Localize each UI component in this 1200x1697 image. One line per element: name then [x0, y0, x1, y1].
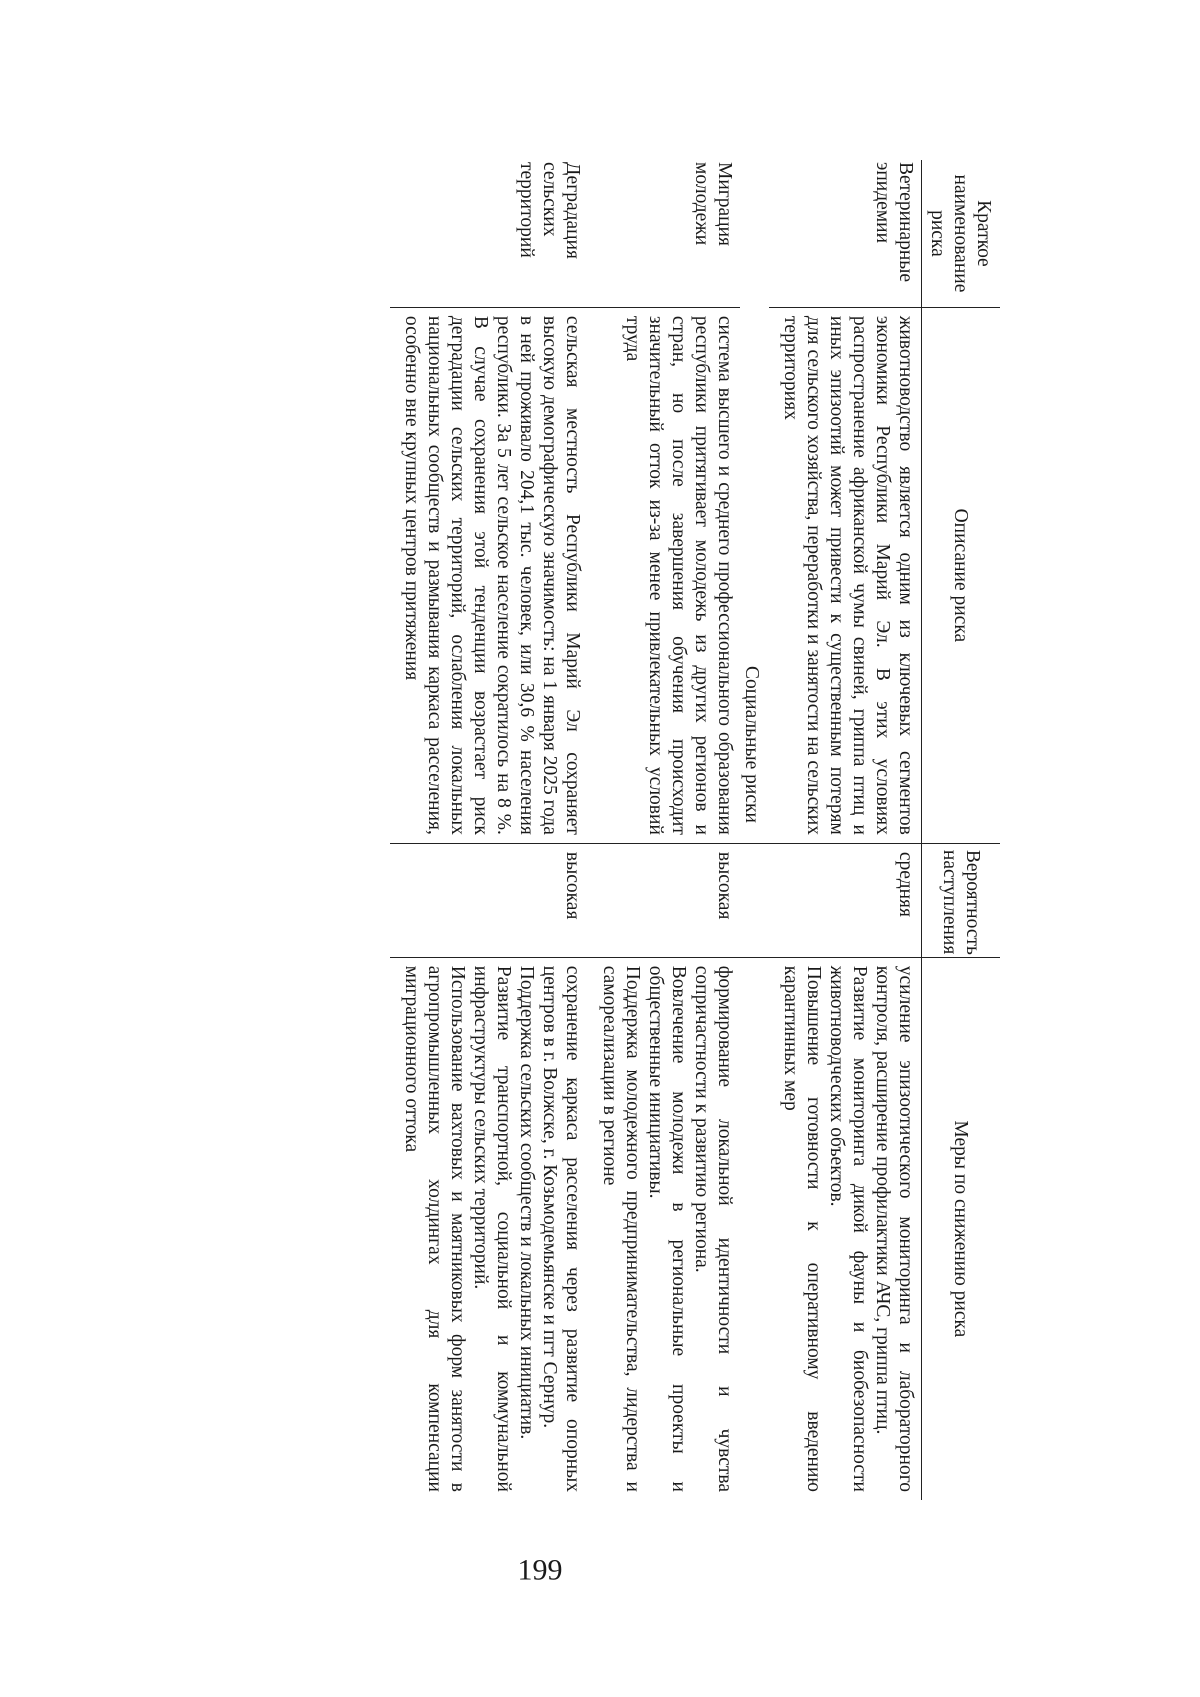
- mitigation-item: Использование вахтовых и маятниковых форм занятости в агропромышленных холдингах для компенсации миграционного оттока: [401, 965, 468, 1492]
- mitigation-item: сохранение каркаса расселения через развитие опорных центров в г. Волжске, г. Козьмодемьянске и пгт Сернур.: [539, 965, 583, 1492]
- header-risk-description: Описание риска: [922, 307, 1001, 843]
- page-number: [80, 1540, 1000, 1600]
- risk-mitigation: [769, 957, 922, 1500]
- risk-probability: высокая: [588, 843, 740, 957]
- table-row: [588, 160, 740, 1500]
- risk-mitigation: [588, 957, 740, 1500]
- mitigation-item: Развитие транспортной, социальной и коммунальной инфраструктуры сельских территорий.: [470, 965, 514, 1492]
- risk-name: Миграция молодежи: [691, 162, 735, 247]
- risk-name: Деградация сельских территорий: [516, 162, 583, 260]
- mitigation-item: Поддержка молодежного предпринимательства, лидерства и самореализации в регионе: [599, 965, 643, 1492]
- risk-name: Ветеринарные эпидемии: [872, 162, 916, 283]
- header-probability: Вероятность наступления: [922, 843, 1001, 957]
- header-mitigation: Меры по снижению риска: [922, 957, 1001, 1500]
- risk-description: сельская местность Республики Марий Эл сохраняет высокую демографическую значимость: на 1 января 2025 года в ней проживало 204,1 тыс. человек, или 30,6 % населения республики. За 5 лет сельское население сократилось на 8 %. В случае сохранения этой тенденции возрастает риск деградации сельских территорий, ослабления локальных национальных сообществ и размывания каркаса расселения, особенно вне крупных центров притяжения: [390, 307, 588, 843]
- header-risk-name: Краткое наименование риска: [922, 160, 1001, 307]
- mitigation-item: Развитие мониторинга дикой фауны и биобезопасности животноводческих объектов.: [826, 965, 870, 1492]
- risk-table: [390, 160, 1000, 1500]
- risk-description: система высшего и среднего профессионального образования республики притягивает молодежь из других регионов и стран, но после завершения обучения происходит значительный отток из-за менее привлекательных условий труда: [588, 307, 740, 843]
- mitigation-item: усиление эпизоотического мониторинга и лабораторного контроля, расширение профилактики АЧС, гриппа птиц.: [872, 965, 916, 1492]
- rotated-page: [80, 160, 1000, 1600]
- table-header-row: [922, 160, 1001, 1500]
- risk-probability: средняя: [769, 843, 922, 957]
- mitigation-item: формирование локальной идентичности и чувства сопричастности к развитию региона.: [691, 965, 735, 1492]
- risk-mitigation: [390, 957, 588, 1500]
- page-number-text: 199: [517, 1553, 563, 1586]
- mitigation-item: Повышение готовности к оперативному введению карантинных мер: [780, 965, 824, 1492]
- risk-description: животноводство является одним из ключевых сегментов экономики Республики Марий Эл. В этих условиях распространение африканской чумы свиней, гриппа птиц и иных эпизоотий может привести к существенным потерям для сельского хозяйства, переработки и занятости на сельских территориях: [769, 307, 922, 843]
- table-row: [390, 160, 588, 1500]
- table-row: [769, 160, 922, 1500]
- section-title: Социальные риски: [741, 665, 762, 823]
- mitigation-item: Поддержка сельских сообществ и локальных инициатив.: [516, 965, 537, 1440]
- risk-probability: высокая: [390, 843, 588, 957]
- mitigation-item: Вовлечение молодежи в региональные проекты и общественные инициативы.: [645, 965, 689, 1492]
- section-row: [740, 160, 769, 1500]
